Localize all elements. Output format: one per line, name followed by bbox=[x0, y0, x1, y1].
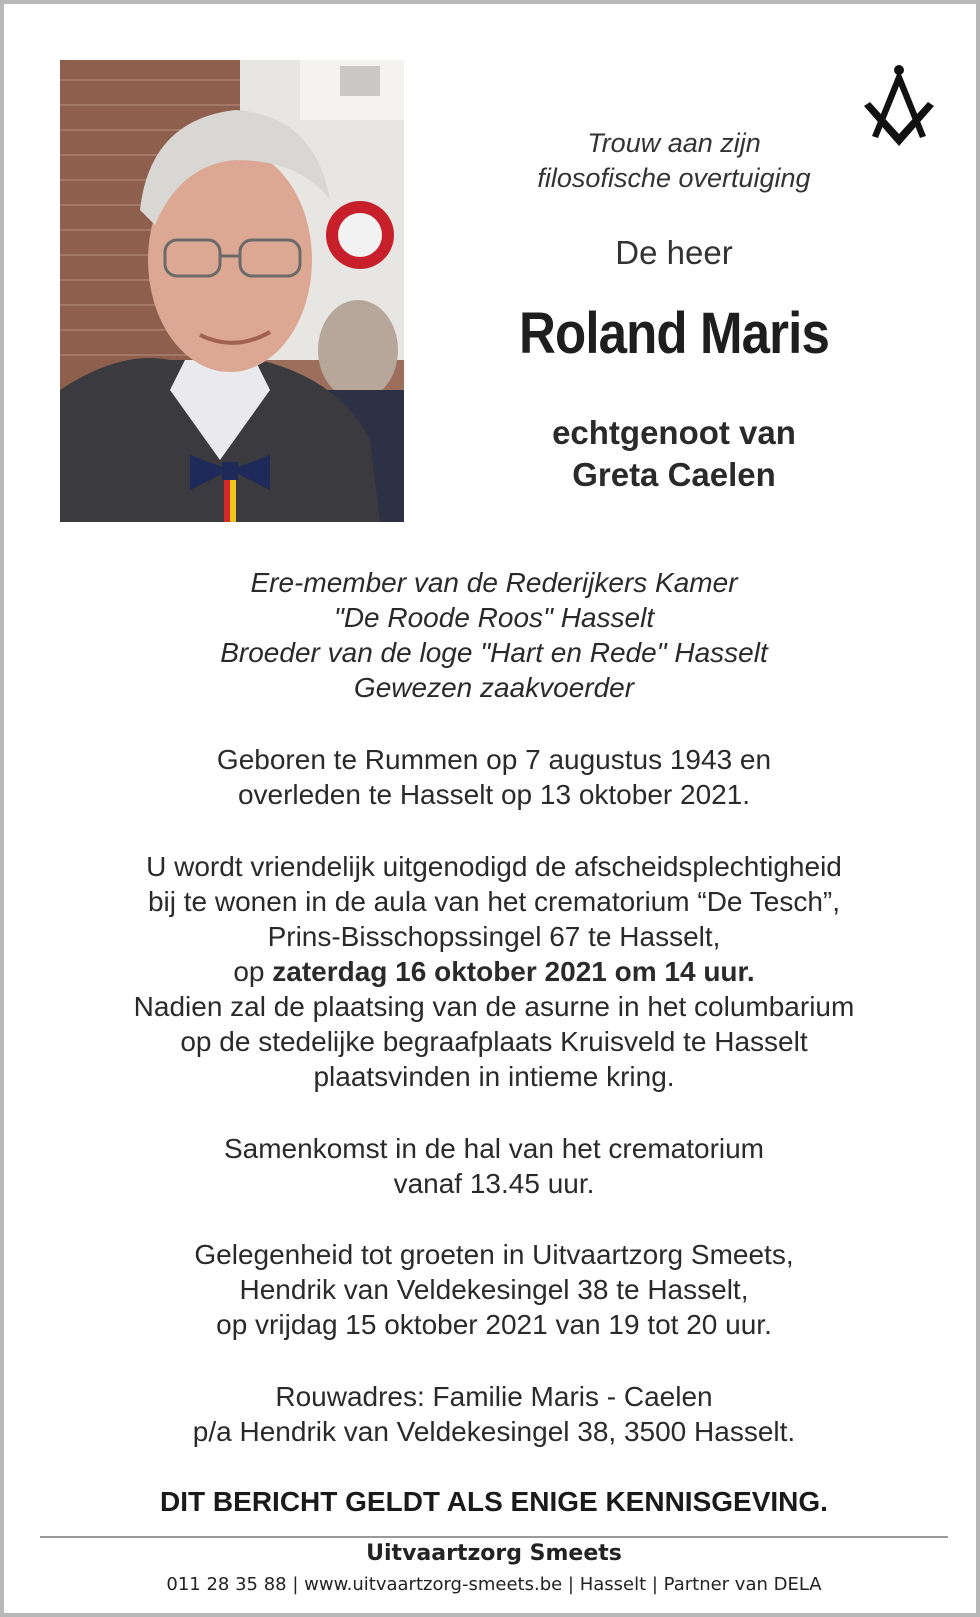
address-line: Rouwadres: Familie Maris - Caelen bbox=[275, 1381, 713, 1412]
honorific: De heer bbox=[615, 234, 733, 271]
ceremony-line: plaatsvinden in intieme kring. bbox=[313, 1061, 675, 1092]
spouse-label: echtgenoot van bbox=[552, 414, 796, 451]
ceremony-line: Prins-Bisschopssingel 67 te Hasselt, bbox=[267, 921, 721, 952]
portrait-illustration bbox=[60, 60, 404, 522]
ceremony-date-prefix: op bbox=[233, 956, 273, 987]
gathering-info bbox=[44, 1131, 944, 1201]
gathering-line: Samenkomst in de hal van het crematorium bbox=[223, 1133, 765, 1164]
portrait-photo bbox=[60, 60, 404, 522]
address-line: p/a Hendrik van Veldekesingel 38, 3500 Hasselt. bbox=[192, 1416, 796, 1447]
motto bbox=[474, 126, 874, 196]
ceremony-line: bij te wonen in de aula van het crematorium “De Tesch”, bbox=[147, 886, 841, 917]
gathering-line: vanaf 13.45 uur. bbox=[393, 1168, 595, 1199]
visitation-line: op vrijdag 15 oktober 2021 van 19 tot 20 uur. bbox=[216, 1309, 772, 1340]
funeral-home-name: Uitvaartzorg Smeets bbox=[366, 1541, 622, 1566]
visitation-line: Gelegenheid tot groeten in Uitvaartzorg Smeets, bbox=[194, 1239, 794, 1270]
motto-line: filosofische overtuiging bbox=[537, 163, 811, 193]
footer-divider bbox=[40, 1536, 948, 1538]
ceremony-date-line bbox=[44, 954, 944, 989]
ceremony-line: U wordt vriendelijk uitgenodigd de afscheidsplechtigheid bbox=[146, 851, 842, 882]
mourning-address bbox=[44, 1379, 944, 1449]
visitation-info bbox=[44, 1237, 944, 1342]
visitation-line: Hendrik van Veldekesingel 38 te Hasselt, bbox=[239, 1274, 749, 1305]
memberships bbox=[44, 565, 944, 705]
death-line: overleden te Hasselt op 13 oktober 2021. bbox=[237, 779, 751, 810]
ceremony-line: Nadien zal de plaatsing van de asurne in het columbarium bbox=[133, 991, 855, 1022]
ceremony-line: op de stedelijke begraafplaats Kruisveld te Hasselt bbox=[180, 1026, 808, 1057]
spouse-name: Greta Caelen bbox=[572, 456, 776, 493]
membership-line: Gewezen zaakvoerder bbox=[353, 672, 635, 703]
membership-line: Ere-member van de Rederijkers Kamer bbox=[250, 567, 738, 598]
ceremony-date: zaterdag 16 oktober 2021 om 14 uur. bbox=[272, 956, 755, 987]
spouse-info bbox=[474, 412, 874, 496]
official-notice: DIT BERICHT GELDT ALS ENIGE KENNISGEVING. bbox=[160, 1486, 828, 1517]
membership-line: Broeder van de loge "Hart en Rede" Hasselt bbox=[220, 637, 768, 668]
funeral-home-details: 011 28 35 88 | www.uitvaartzorg-smeets.be | Hasselt | Partner van DELA bbox=[166, 1574, 822, 1595]
birth-death-info bbox=[44, 742, 944, 812]
membership-line: "De Roode Roos" Hasselt bbox=[333, 602, 655, 633]
birth-line: Geboren te Rummen op 7 augustus 1943 en bbox=[216, 744, 772, 775]
motto-line: Trouw aan zijn bbox=[587, 128, 761, 158]
ceremony-info bbox=[44, 849, 944, 1094]
deceased-name: Roland Maris bbox=[519, 301, 829, 366]
